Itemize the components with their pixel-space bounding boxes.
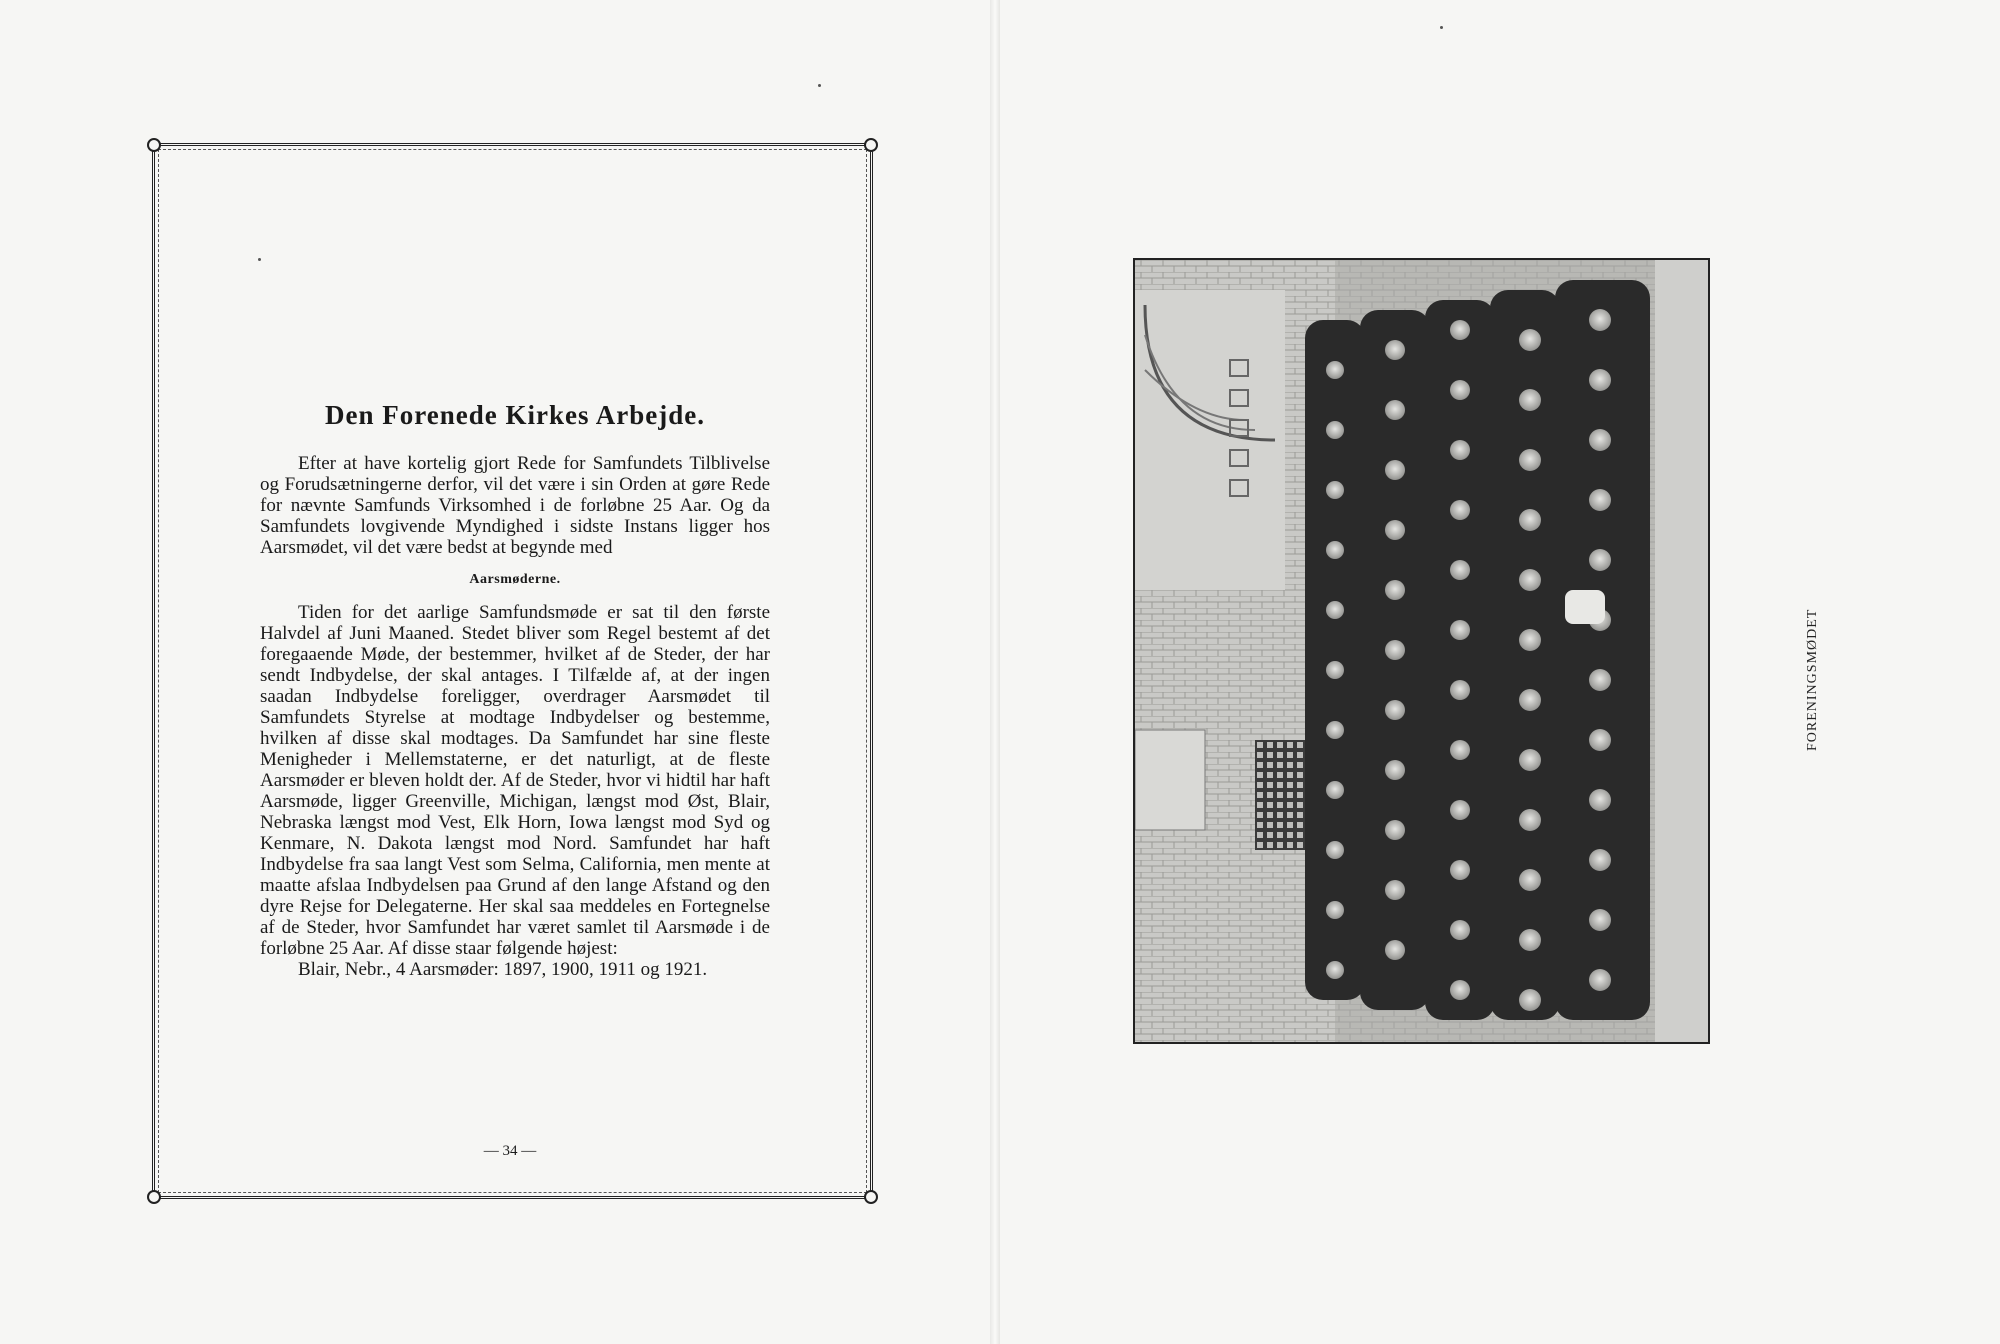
- article-text: [260, 400, 770, 980]
- border-corner-ornament: [864, 138, 878, 152]
- intro-paragraph: Efter at have kortelig gjort Rede for Samfundets Tilblivelse og Forudsætningerne derfor, vil det være i sin Orden at gøre Rede for nævnte Samfunds Virksomhed i de forløbne 25 Aar. Og da Samfundets lovgivende Myndighed i sidste Instans ligger hos Aarsmødet, vil det være bedst at begynde med: [260, 453, 770, 558]
- left-page: [0, 0, 995, 1344]
- right-page: [995, 0, 2000, 1344]
- paper-speck: [1440, 26, 1443, 29]
- border-corner-ornament: [864, 1190, 878, 1204]
- paper-speck: [258, 258, 261, 261]
- body-paragraph: Tiden for det aarlige Samfundsmøde er sat til den første Halvdel af Juni Maaned. Stedet bliver som Regel bestemt af det foregaaende Møde, der bestemmer, hvilket af de Steder, der har sendt Indbydelse, der skal antages. I Tilfælde af, at der ingen saadan Indbydelse foreligger, overdrager Aarsmødet til Samfundets Styrelse at modtage Indbydelser og bestemme, hvilken af disse skal modtages. Da Samfundet har sine fleste Menigheder i Mellemstaterne, er det naturligt, at de fleste Aarsmøder er bleven holdt der. Af de Steder, hvor vi hidtil har haft Aarsmøde, ligger Greenville, Michigan, længst mod Øst, Blair, Nebraska længst mod Vest, Elk Horn, Iowa længst mod Syd og Kenmare, N. Dakota længst mod Nord. Samfundet har haft Indbydelse fra saa langt Vest som Selma, California, men mente at maatte afslaa Indbydelsen paa Grund af den lange Afstand og den dyre Rejse for Delegaterne. Her skal saa meddeles en Fortegnelse af de Steder, hvor Samfundet har været samlet til Aarsmøde i de forløbne 25 Aar. Af disse staar følgende højest:: [260, 602, 770, 959]
- page-number: — 34 —: [483, 1143, 537, 1159]
- photo-caption: FORENINGSMØDET: [1805, 608, 1820, 752]
- page-heading: Den Forenede Kirkes Arbejde.: [325, 400, 705, 430]
- group-photograph: [1133, 258, 1710, 1044]
- section-subheading: Aarsmøderne.: [469, 572, 561, 587]
- people-rows: [1305, 280, 1650, 1020]
- border-corner-ornament: [147, 1190, 161, 1204]
- border-corner-ornament: [147, 138, 161, 152]
- paper-speck: [818, 84, 821, 87]
- group-photo-illustration: [1135, 260, 1708, 1042]
- meeting-list-line: Blair, Nebr., 4 Aarsmøder: 1897, 1900, 1911 og 1921.: [298, 959, 708, 980]
